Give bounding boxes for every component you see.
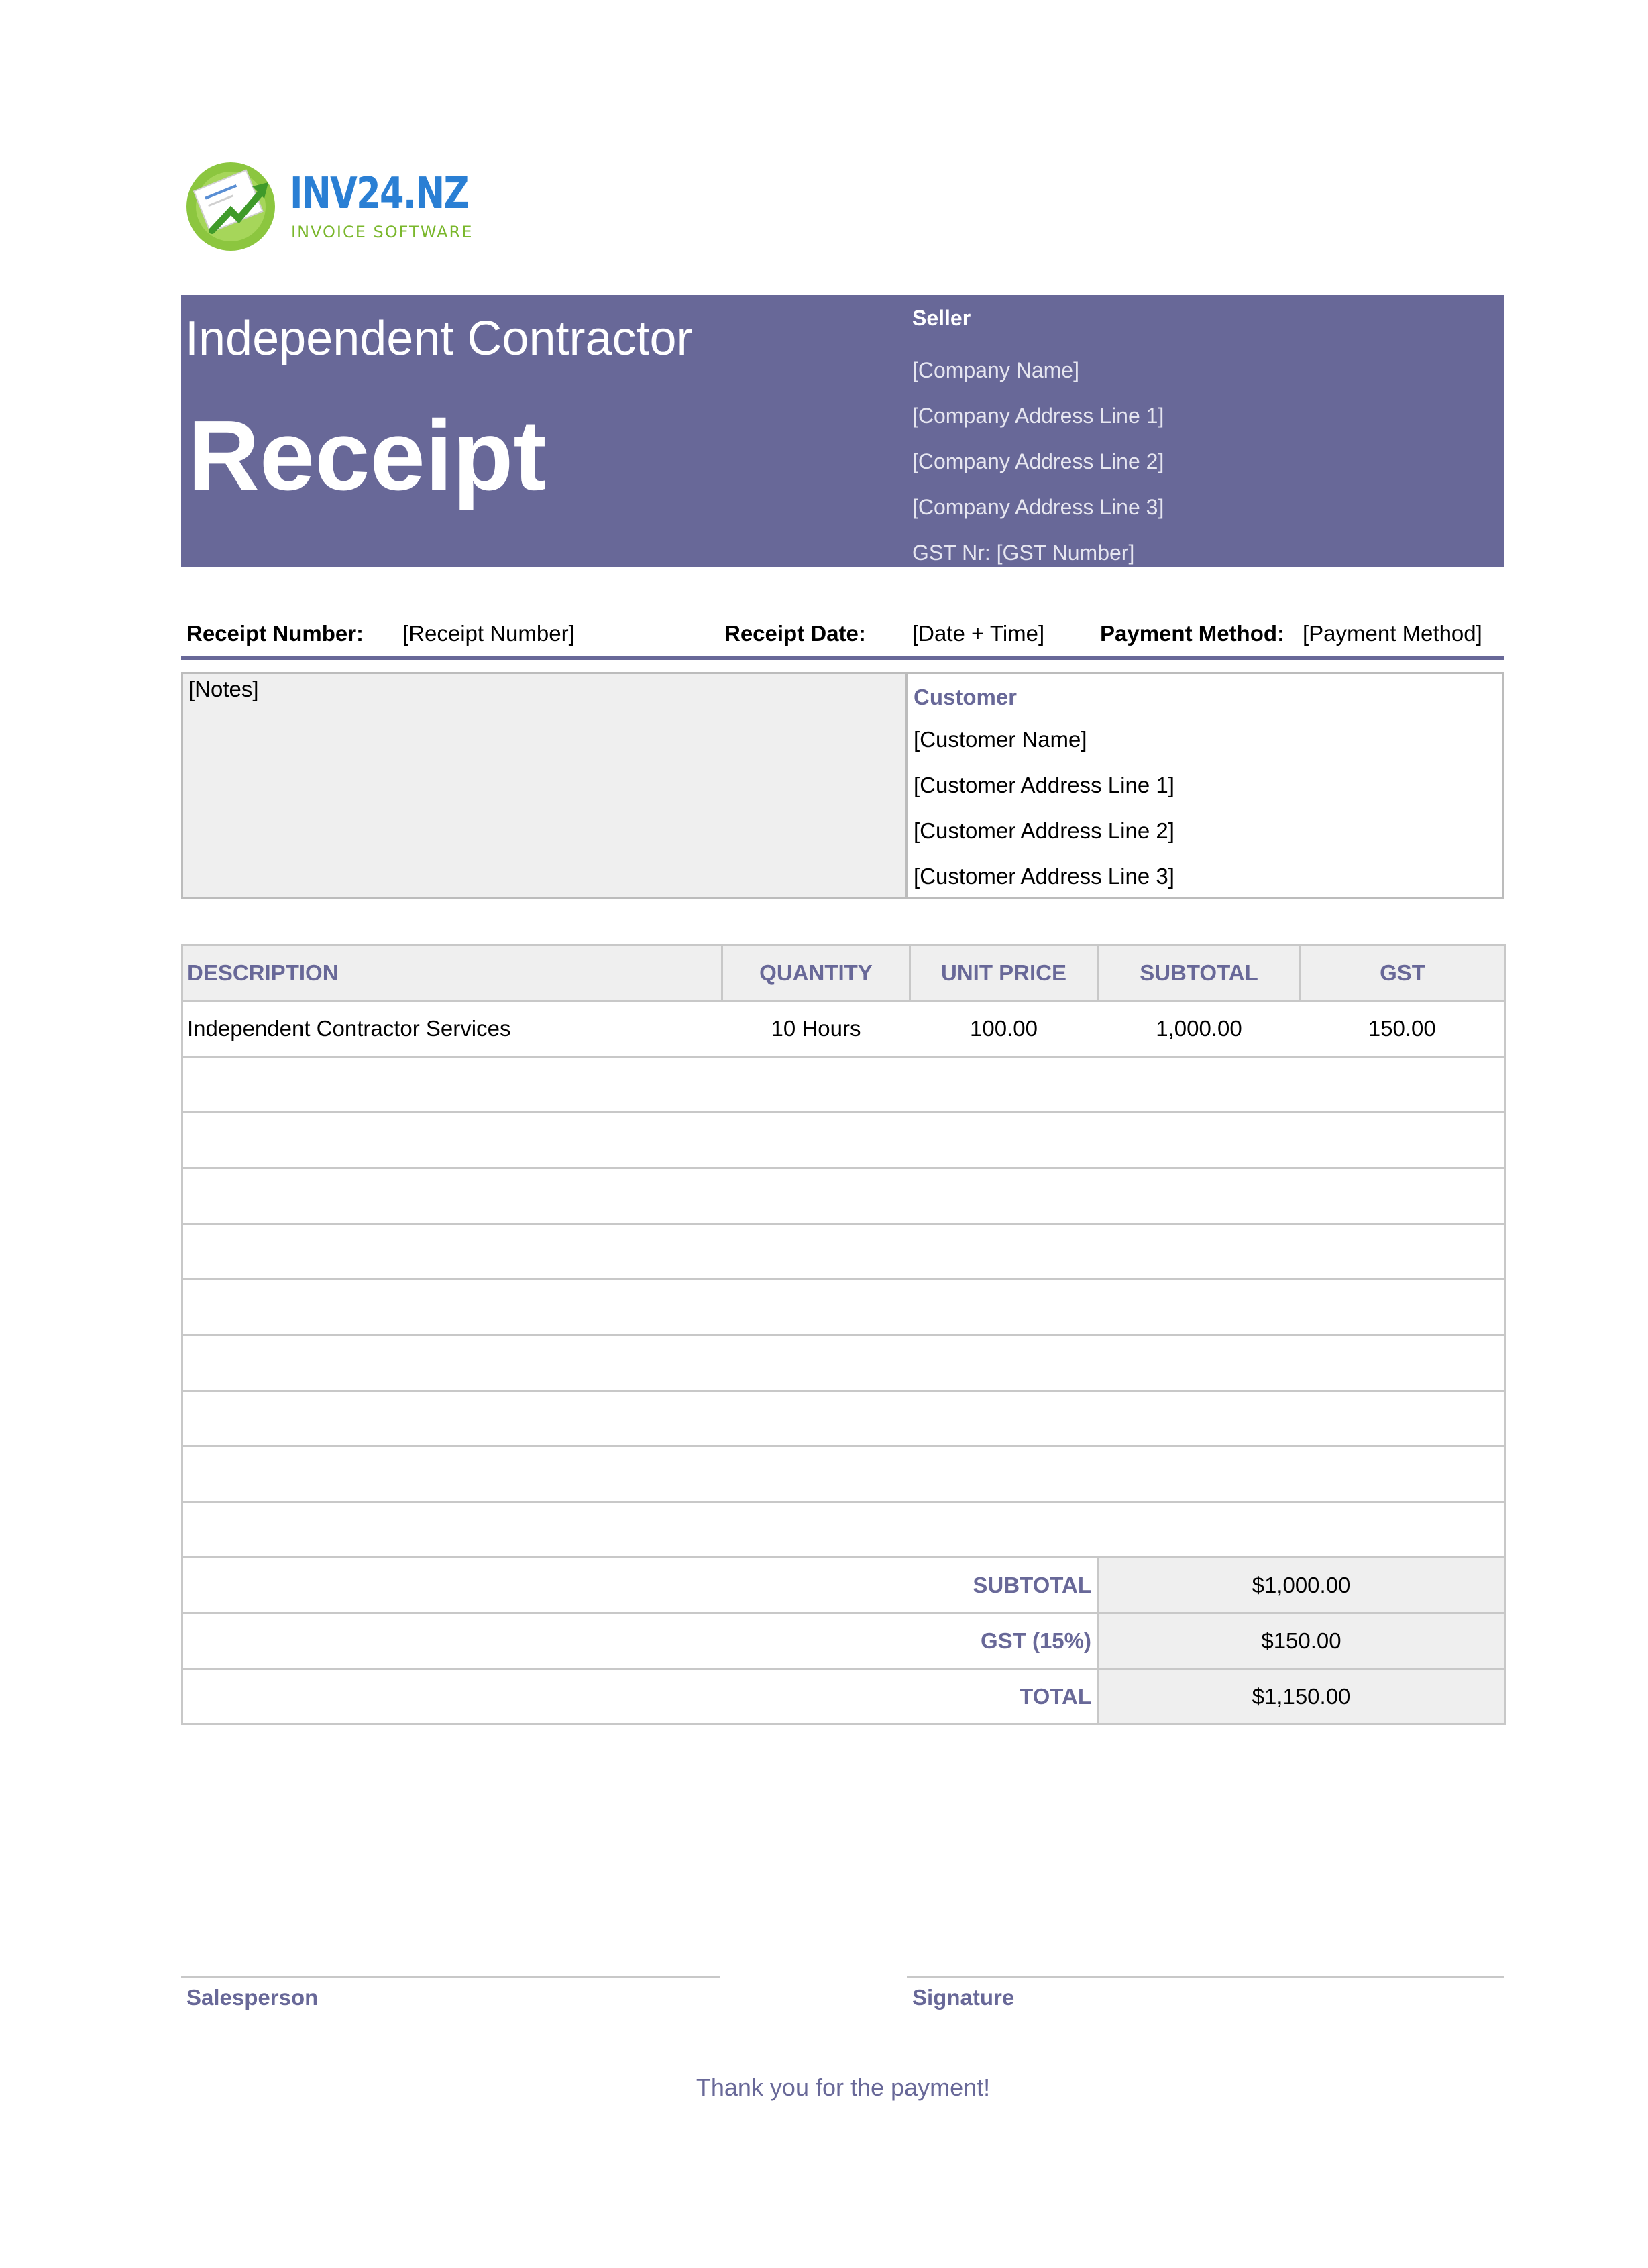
logo-icon	[182, 156, 283, 253]
seller-company-name: [Company Name]	[912, 358, 1079, 382]
document-subtitle: Independent Contractor	[185, 312, 693, 365]
salesperson-label: Salesperson	[186, 1985, 319, 2010]
total-value: $1,150.00	[1098, 1669, 1505, 1725]
notes-box	[181, 672, 907, 899]
customer-address-line-3: [Customer Address Line 3]	[914, 864, 1174, 889]
seller-address-line-1: [Company Address Line 1]	[912, 404, 1164, 428]
receipt-number-value: [Receipt Number]	[402, 621, 575, 646]
thank-you-message: Thank you for the payment!	[696, 2074, 991, 2101]
empty-table-row	[182, 1057, 1505, 1113]
subtotal-value: $1,000.00	[1098, 1558, 1505, 1613]
payment-method-value: [Payment Method]	[1303, 621, 1482, 646]
seller-address-line-2: [Company Address Line 2]	[912, 449, 1164, 473]
payment-method-label: Payment Method:	[1100, 621, 1285, 646]
receipt-date-value: [Date + Time]	[912, 621, 1045, 646]
column-header-description: DESCRIPTION	[182, 946, 722, 1001]
empty-table-row	[182, 1335, 1505, 1391]
item-quantity: 10 Hours	[722, 1001, 910, 1057]
gst-row	[182, 1613, 1505, 1669]
logo-tagline: INVOICE SOFTWARE	[291, 223, 474, 241]
salesperson-signature-line	[181, 1976, 720, 1978]
seller-address-line-3: [Company Address Line 3]	[912, 495, 1164, 519]
total-row	[182, 1669, 1505, 1725]
logo-name: INV24.NZ	[290, 169, 468, 219]
empty-table-row	[182, 1391, 1505, 1447]
item-subtotal: 1,000.00	[1098, 1001, 1301, 1057]
column-header-quantity: QUANTITY	[722, 946, 910, 1001]
item-description: Independent Contractor Services	[182, 1001, 722, 1057]
column-header-gst: GST	[1301, 946, 1505, 1001]
seller-label: Seller	[912, 306, 971, 330]
item-gst: 150.00	[1301, 1001, 1505, 1057]
document-title: Receipt	[188, 400, 547, 511]
empty-table-row	[182, 1502, 1505, 1558]
customer-box	[906, 672, 1504, 899]
gst-value: $150.00	[1098, 1613, 1505, 1669]
customer-block	[914, 674, 1490, 899]
table-header-row	[182, 946, 1505, 1001]
customer-address-line-2: [Customer Address Line 2]	[914, 818, 1174, 843]
subtotal-row	[182, 1558, 1505, 1613]
column-header-unit-price: UNIT PRICE	[910, 946, 1098, 1001]
header-band	[181, 295, 1504, 567]
receipt-info-row	[181, 616, 1504, 660]
table-row	[182, 1001, 1505, 1057]
items-table	[181, 944, 1506, 1725]
empty-table-row	[182, 1168, 1505, 1224]
empty-table-row	[182, 1224, 1505, 1280]
empty-table-row	[182, 1447, 1505, 1502]
item-unit-price: 100.00	[910, 1001, 1098, 1057]
seller-gst-number: GST Nr: [GST Number]	[912, 541, 1135, 565]
empty-table-row	[182, 1280, 1505, 1335]
customer-address-line-1: [Customer Address Line 1]	[914, 773, 1174, 797]
customer-name: [Customer Name]	[914, 727, 1087, 752]
signature-label: Signature	[912, 1985, 1015, 2010]
total-label: TOTAL	[722, 1669, 1098, 1725]
receipt-date-label: Receipt Date:	[724, 621, 866, 646]
signature-line	[907, 1976, 1504, 1978]
gst-label: GST (15%)	[722, 1613, 1098, 1669]
receipt-number-label: Receipt Number:	[186, 621, 364, 646]
customer-label: Customer	[914, 685, 1018, 710]
seller-block	[912, 303, 1489, 575]
empty-table-row	[182, 1113, 1505, 1168]
column-header-subtotal: SUBTOTAL	[1098, 946, 1301, 1001]
company-logo	[182, 156, 478, 253]
notes-text: [Notes]	[188, 677, 259, 701]
subtotal-label: SUBTOTAL	[722, 1558, 1098, 1613]
